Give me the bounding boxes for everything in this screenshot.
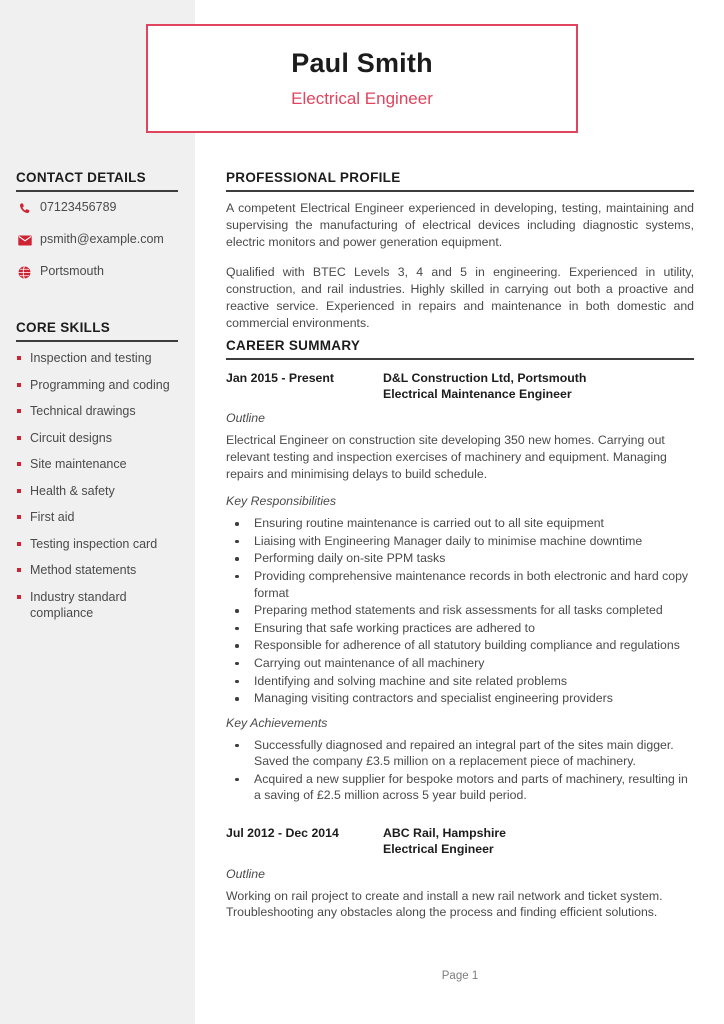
job-company-role (383, 825, 506, 857)
job-entry (226, 370, 694, 804)
contact-details-heading: CONTACT DETAILS (16, 170, 178, 192)
profile-paragraph: Qualified with BTEC Levels 3, 4 and 5 in engineering. Experienced in utility, construction, and rail industries. Highly skilled in carrying out both a proactive and reactive service. Experienced in repairs and maintenance in both domestic and commercial environments. (226, 264, 694, 330)
career-summary-section (226, 338, 694, 360)
job-dates: Jul 2012 - Dec 2014 (226, 826, 339, 841)
core-skills-section (16, 320, 178, 342)
job-header (226, 370, 694, 402)
list-item: Managing visiting contractors and specialist engineering providers (226, 690, 694, 707)
list-item: Liaising with Engineering Manager daily to minimise machine downtime (226, 533, 694, 550)
list-item: Preparing method statements and risk assessments for all tasks completed (226, 602, 694, 619)
candidate-name: Paul Smith (291, 47, 433, 78)
list-item: Health & safety (16, 483, 184, 499)
list-item: Acquired a new supplier for bespoke motors and parts of machinery, resulting in a saving of £2.5 million across 5 year build period. (226, 771, 694, 804)
envelope-icon (16, 233, 33, 248)
responsibilities-label: Key Responsibilities (226, 494, 337, 509)
phone-icon (16, 201, 33, 216)
list-item: Method statements (16, 562, 184, 578)
list-item: Providing comprehensive maintenance records in both electronic and hard copy format (226, 568, 694, 601)
list-item: First aid (16, 509, 184, 525)
list-item: Programming and coding (16, 377, 184, 393)
page-number: Page 1 (441, 970, 479, 982)
job-role: Electrical Maintenance Engineer (383, 387, 572, 402)
achievements-list (226, 737, 694, 804)
list-item: Inspection and testing (16, 350, 184, 366)
list-item: Responsible for adherence of all statutory building compliance and regulations (226, 637, 694, 654)
profile-paragraph: A competent Electrical Engineer experienced in developing, testing, maintaining and supervising the manufacturing of electrical devices including diagnostic systems, electric monitors and power generation equipment. (226, 201, 694, 249)
list-item: Successfully diagnosed and repaired an integral part of the sites main digger. Saved the company £3.5 million on a replacement piece of machinery. (226, 737, 694, 770)
professional-profile-heading: PROFESSIONAL PROFILE (226, 170, 694, 192)
core-skills-list (16, 350, 184, 631)
job-company-role (383, 370, 586, 402)
career-jobs-list (226, 370, 694, 933)
job-company: D&L Construction Ltd, Portsmouth (383, 371, 587, 385)
candidate-job-title: Electrical Engineer (291, 88, 433, 108)
responsibilities-list (226, 515, 694, 707)
core-skills-heading: CORE SKILLS (16, 320, 178, 342)
list-item: Circuit designs (16, 430, 184, 446)
contact-details-section (16, 170, 178, 192)
list-item: Industry standard compliance (16, 589, 184, 621)
outline-label: Outline (226, 866, 265, 881)
contact-list (16, 200, 186, 296)
professional-profile-section (226, 170, 694, 192)
page-footer (226, 970, 694, 982)
job-role: Electrical Engineer (383, 842, 494, 857)
job-outline-text: Electrical Engineer on construction site developing 350 new homes. Carrying out relevant testing and inspection exercises of machinery and equipment. Managing repairs and minimising delays to build schedule. (226, 433, 667, 481)
contact-phone-value: 07123456789 (40, 200, 117, 214)
job-company: ABC Rail, Hampshire (383, 826, 506, 841)
list-item: Carrying out maintenance of all machinery (226, 655, 694, 672)
list-item: Ensuring routine maintenance is carried out to all site equipment (226, 515, 694, 532)
job-entry (226, 825, 694, 921)
list-item: Technical drawings (16, 403, 184, 419)
job-dates: Jan 2015 - Present (226, 371, 335, 385)
contact-item-email[interactable] (16, 232, 186, 248)
contact-item-phone[interactable] (16, 200, 186, 216)
career-summary-heading: CAREER SUMMARY (226, 338, 694, 360)
job-separator (226, 808, 694, 825)
header-name-box (146, 24, 578, 133)
list-item: Testing inspection card (16, 536, 184, 552)
achievements-label: Key Achievements (226, 715, 328, 730)
globe-icon (16, 265, 33, 280)
list-item: Site maintenance (16, 456, 184, 472)
contact-item-location[interactable] (16, 264, 186, 280)
job-header (226, 825, 694, 857)
professional-profile-body (226, 200, 694, 345)
contact-location-value: Portsmouth (40, 264, 104, 278)
list-item: Identifying and solving machine and site related problems (226, 673, 694, 690)
list-item: Performing daily on-site PPM tasks (226, 550, 694, 567)
job-outline-text: Working on rail project to create and install a new rail network and ticket system. Troubleshooting any obstacles along the process and finding efficient solutions. (226, 888, 663, 920)
contact-email-value: psmith@example.com (40, 232, 164, 246)
list-item: Ensuring that safe working practices are adhered to (226, 620, 694, 637)
outline-label: Outline (226, 411, 265, 426)
